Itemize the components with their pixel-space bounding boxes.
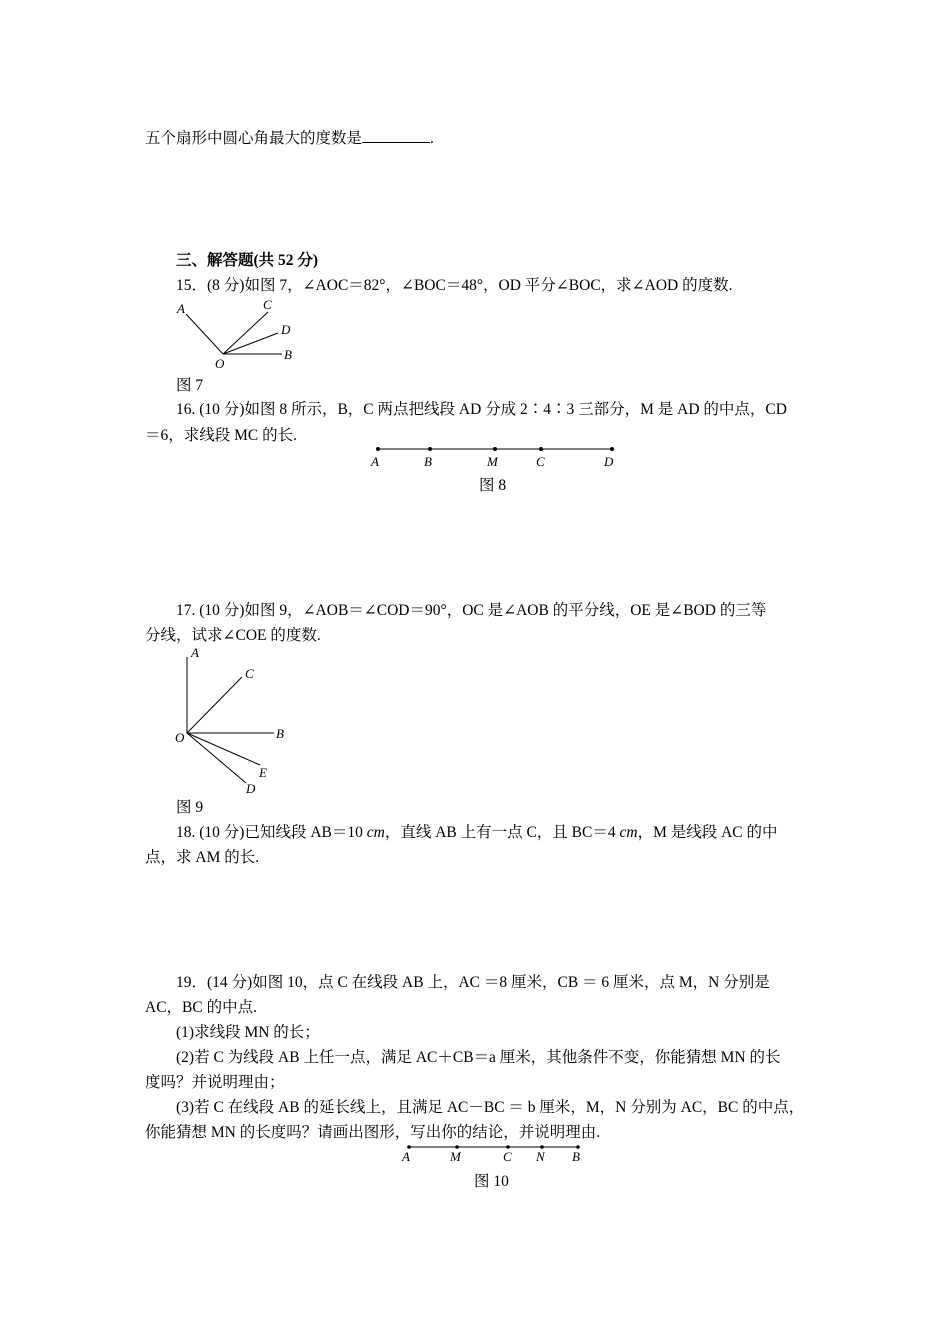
point-d (610, 447, 614, 451)
q19-line7: 你能猜想 MN 的长度吗？请画出图形，写出你的结论，并说明理由. (145, 1124, 601, 1141)
figure-7 (172, 296, 312, 371)
q16-line1: 16. (10 分)如图 8 所示，B，C 两点把线段 AD 分成 2∶4∶3 三部分，M 是 AD 的中点，CD (176, 401, 787, 418)
q19-line6: (3)若 C 在线段 AB 的延长线上，且满足 AC－BC ＝ b 厘米，M，N 分别为 AC，BC 的中点， (176, 1099, 805, 1116)
label-o: O (215, 356, 225, 371)
q18-text-b: ，直线 AB 上有一点 C，且 BC＝4 (384, 824, 620, 841)
q14-text: 五个扇形中圆心角最大的度数是 (145, 130, 363, 147)
ray-oa (186, 314, 223, 354)
q19-line4: (2)若 C 为线段 AB 上任一点，满足 AC＋CB＝a 厘米，其他条件不变，你能猜想 MN 的长 (176, 1049, 781, 1066)
label-c: C (536, 454, 545, 469)
q19-line2: AC，BC 的中点. (145, 999, 257, 1016)
label-a: A (177, 301, 185, 316)
ray-od (187, 733, 246, 783)
figure-7-caption: 图 7 (176, 377, 204, 394)
label-a: A (402, 1149, 410, 1164)
q16-line2: ＝6，求线段 MC 的长. (145, 427, 297, 444)
figure-10 (398, 1142, 598, 1166)
label-b: B (276, 726, 284, 741)
point-m (493, 447, 497, 451)
q19-line3: (1)求线段 MN 的长； (176, 1024, 320, 1041)
label-d: D (281, 322, 291, 337)
q19-line5: 度吗？并说明理由； (145, 1074, 285, 1091)
figure-10-caption: 图 10 (474, 1173, 509, 1190)
label-c: C (263, 297, 272, 312)
section-title: 三、解答题(共 52 分) (176, 252, 319, 269)
q17-line1: 17. (10 分)如图 9，∠AOB＝∠COD＝90°，OC 是∠AOB 的平分线，OE 是∠BOD 的三等 (176, 602, 767, 619)
unit-cm: cm (366, 824, 385, 841)
label-b: B (572, 1149, 580, 1164)
q19-line1: 19．(14 分)如图 10，点 C 在线段 AB 上，AC ＝8 厘米，CB ＝ 6 厘米，点 M，N 分别是 (176, 974, 770, 991)
q17-line2: 分线，试求∠COE 的度数. (145, 627, 321, 644)
q15-text: 15．(8 分)如图 7，∠AOC＝82°，∠BOC＝48°，OD 平分∠BOC，求∠AOD 的度数. (176, 277, 733, 294)
label-a: A (371, 454, 379, 469)
q18-text-c: ，M 是线段 AC 的中 (637, 824, 778, 841)
label-n: N (536, 1149, 545, 1164)
point-c (539, 447, 543, 451)
label-a: A (191, 645, 199, 660)
answer-blank (362, 128, 430, 143)
ray-od (223, 333, 278, 354)
point-a (376, 447, 380, 451)
point-b (428, 447, 432, 451)
figure-9 (172, 645, 312, 795)
figure-8-caption: 图 8 (479, 477, 507, 494)
figure-8 (366, 443, 626, 473)
q18-line2: 点，求 AM 的长. (145, 849, 260, 866)
label-c: C (245, 666, 254, 681)
label-b: B (284, 347, 292, 362)
figure-9-caption: 图 9 (176, 799, 204, 816)
label-e: E (259, 765, 267, 780)
label-d: D (604, 454, 614, 469)
label-d: D (246, 781, 256, 796)
q14-line (145, 128, 434, 149)
q18-line1 (176, 823, 778, 843)
ray-oe (187, 733, 260, 765)
label-c: C (503, 1149, 512, 1164)
label-m: M (450, 1149, 461, 1164)
q14-end: . (430, 130, 434, 147)
ray-oc (187, 677, 242, 733)
q18-text-a: 18. (10 分)已知线段 AB＝10 (176, 824, 367, 841)
unit-cm: cm (619, 824, 638, 841)
label-m: M (487, 454, 498, 469)
label-o: O (175, 730, 185, 745)
label-b: B (424, 454, 432, 469)
ray-oc (223, 312, 268, 354)
